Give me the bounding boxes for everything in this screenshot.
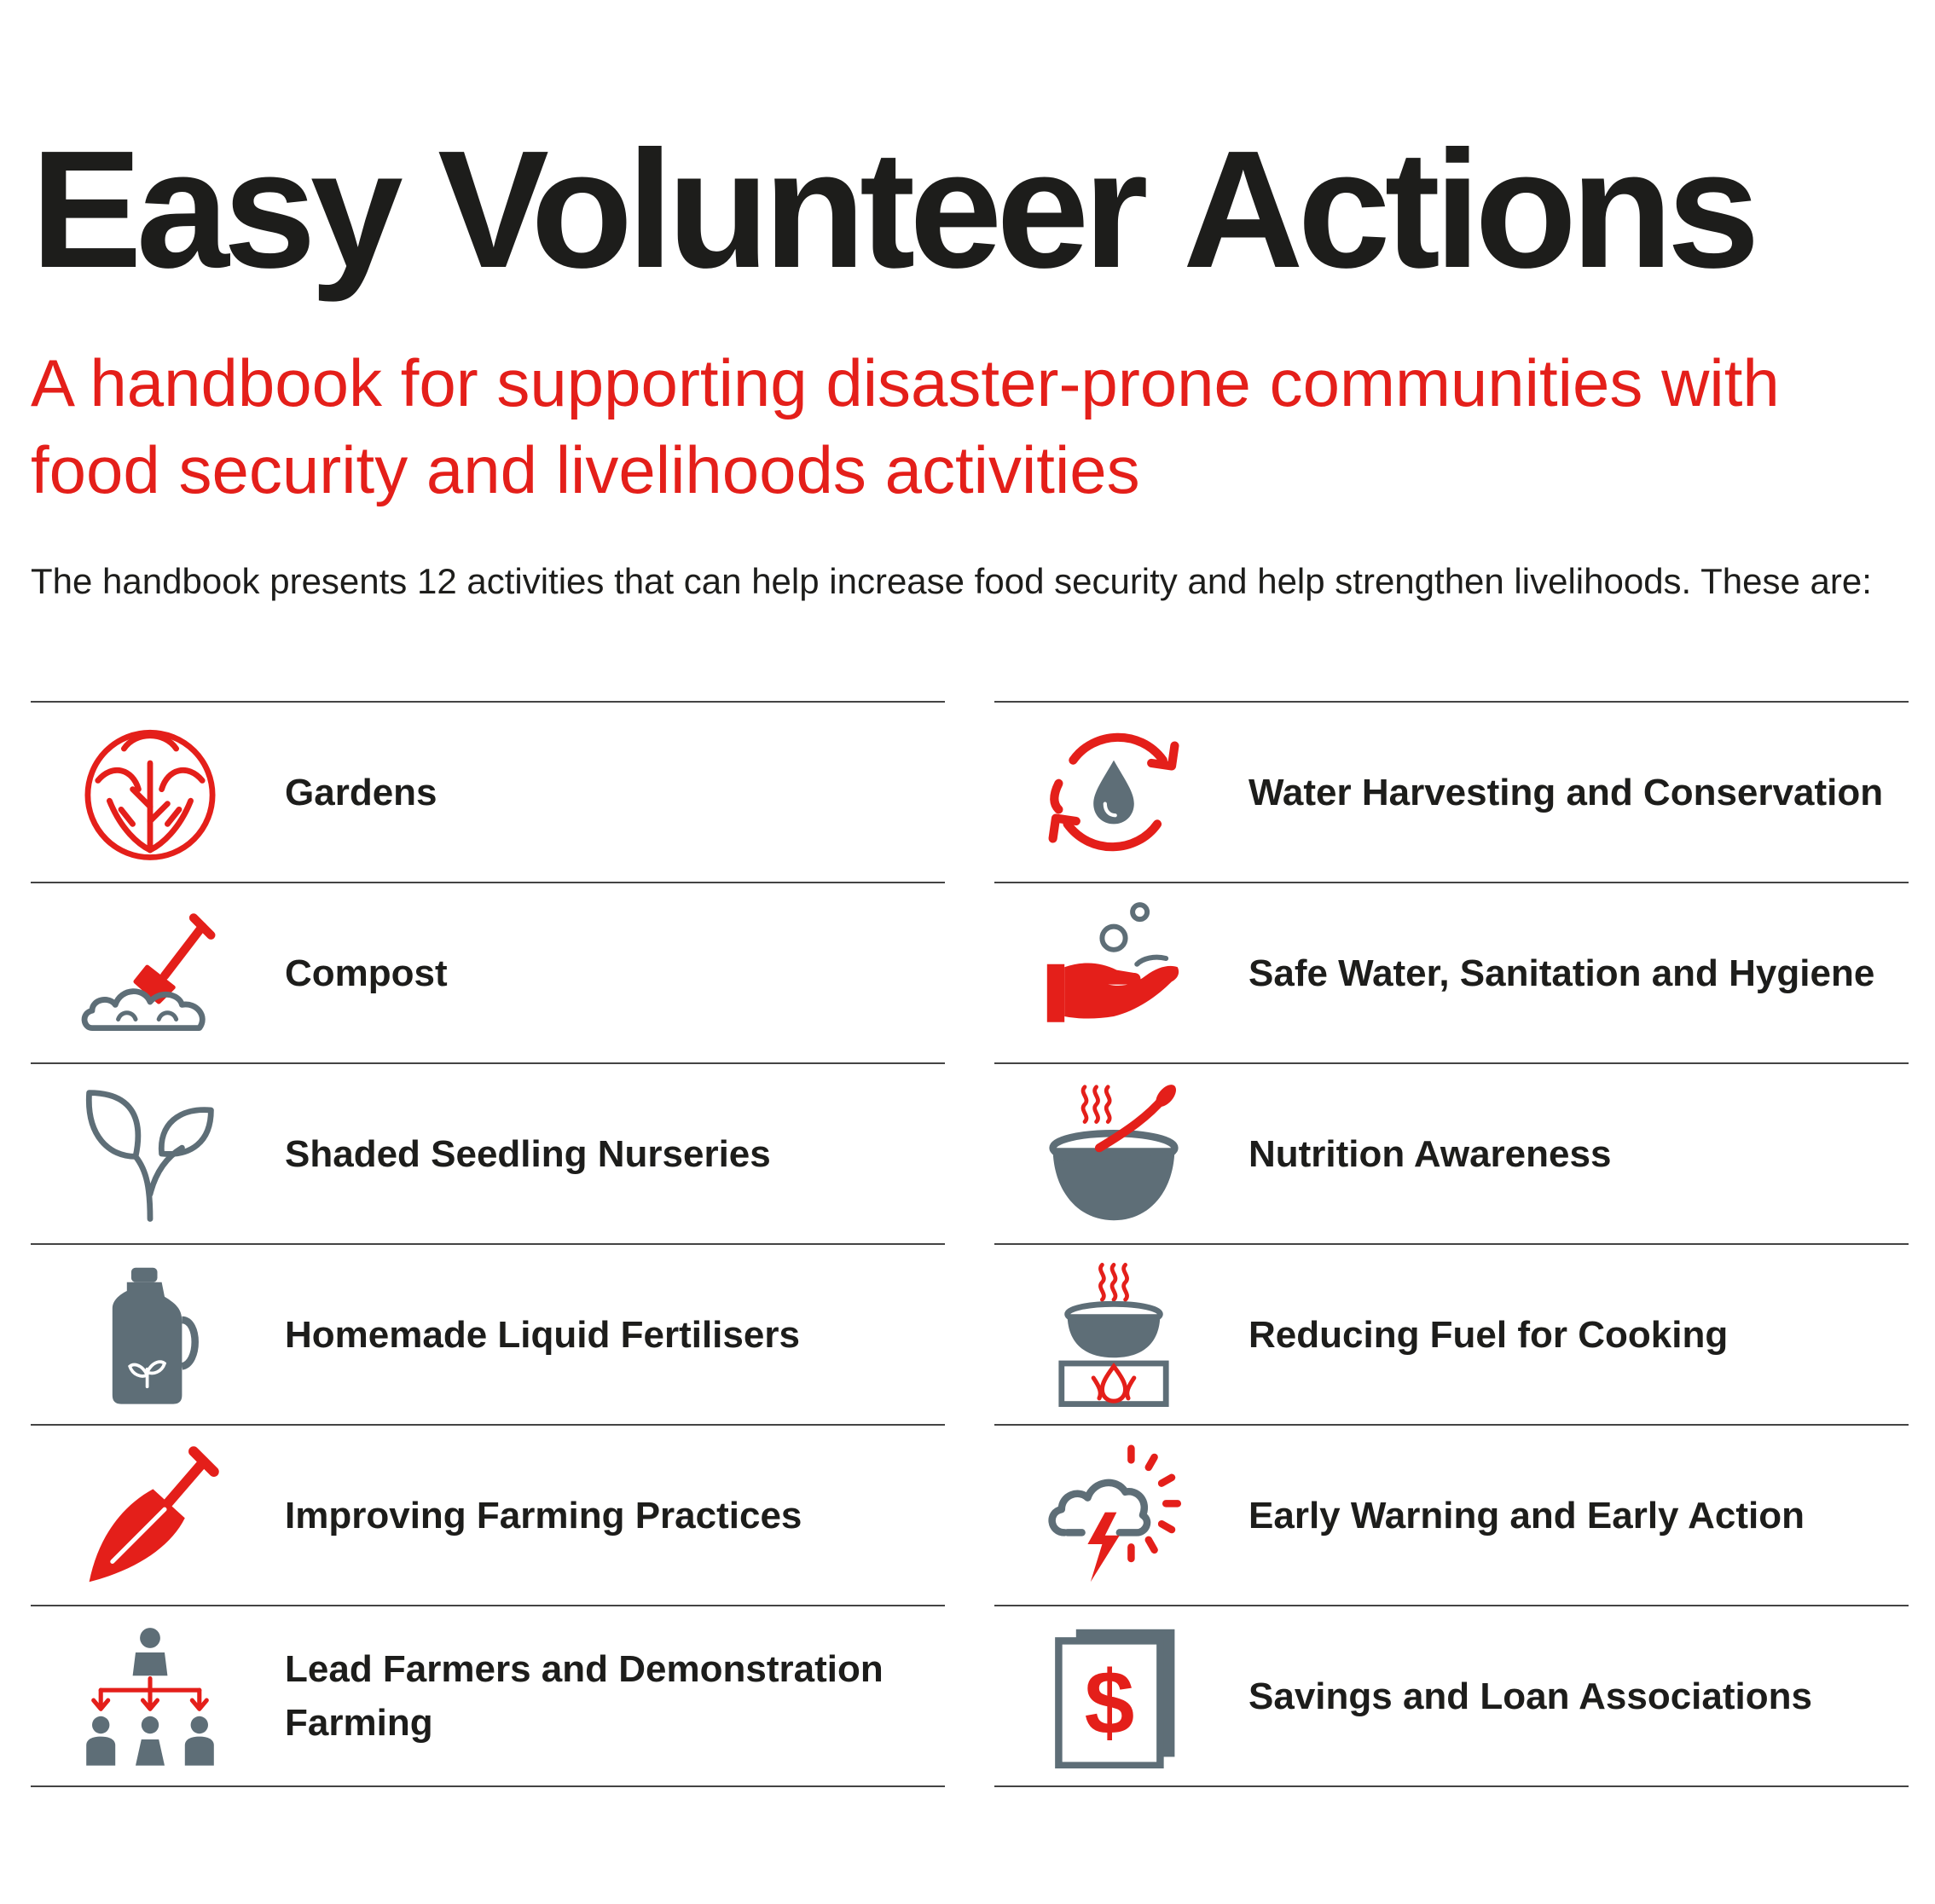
cookstove-icon [1037, 1258, 1191, 1411]
activity-item-seedlings [31, 1064, 945, 1245]
activity-label: Early Warning and Early Action [1248, 1494, 1805, 1537]
activity-item-savings [994, 1606, 1909, 1787]
activity-item-nutrition [994, 1064, 1909, 1245]
activity-label: Shaded Seedling Nurseries [285, 1132, 771, 1175]
activity-label: Gardens [285, 771, 437, 813]
activity-label: Water Harvesting and Conservation [1248, 771, 1884, 813]
activity-item-wash [994, 883, 1909, 1064]
storm-icon [1037, 1438, 1191, 1592]
activity-item-fertilisers [31, 1245, 945, 1426]
fertiliser-bottle-icon [73, 1258, 227, 1411]
activity-item-gardens [31, 703, 945, 883]
activity-item-fuel [994, 1245, 1909, 1426]
water-cycle-icon [1037, 715, 1191, 869]
activity-label: Homemade Liquid Fertilisers [285, 1313, 800, 1356]
activities-right-column [994, 701, 1909, 1787]
title-accent-text: Actions [1183, 116, 1754, 303]
activity-item-early-warning [994, 1426, 1909, 1606]
activity-label: Nutrition Awareness [1248, 1132, 1612, 1175]
activity-label: Lead Farmers and Demonstration Farming [285, 1648, 883, 1744]
title-main: Easy Volunteer [31, 116, 1184, 303]
compost-icon [73, 896, 227, 1050]
subtitle: A handbook for supporting disaster-prone communities with food security and livelihoods activities [31, 345, 1780, 507]
title-accent [1183, 116, 1754, 303]
cabbage-icon [73, 715, 227, 869]
activity-label: Savings and Loan Associations [1248, 1675, 1812, 1717]
activity-label: Compost [285, 952, 448, 994]
bowl-icon [1037, 1077, 1191, 1230]
intro-text: The handbook presents 12 activities that can help increase food security and help strengthen livelihoods. These are: [31, 561, 1872, 601]
activities-list [0, 701, 1935, 1796]
trowel-icon [73, 1438, 227, 1592]
activity-label: Improving Farming Practices [285, 1494, 802, 1537]
activities-left-column [31, 701, 945, 1787]
seedling-icon [73, 1077, 227, 1230]
activity-label: Reducing Fuel for Cooking [1248, 1313, 1729, 1356]
activity-item-lead-farmers [31, 1606, 945, 1787]
activity-item-farming-practices [31, 1426, 945, 1606]
activity-item-water-harvesting [994, 703, 1909, 883]
hand-washing-icon [1037, 896, 1191, 1050]
activity-label: Safe Water, Sanitation and Hygiene [1248, 952, 1875, 994]
svg-text:$: $ [1084, 1653, 1135, 1754]
activity-item-compost [31, 883, 945, 1064]
savings-icon [1037, 1619, 1191, 1773]
lead-farmer-icon [73, 1619, 227, 1773]
page-title [31, 116, 1754, 303]
